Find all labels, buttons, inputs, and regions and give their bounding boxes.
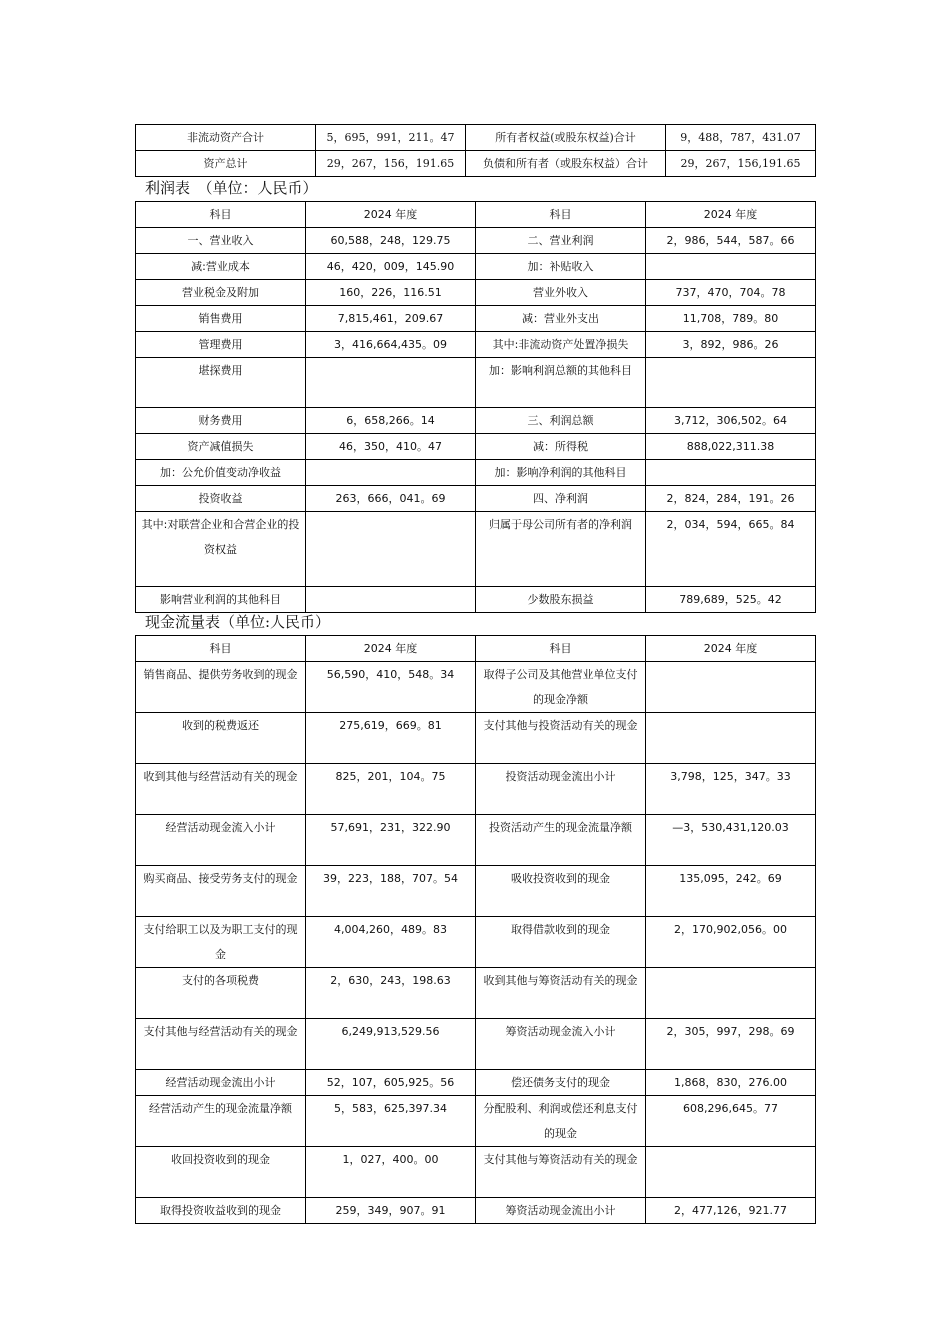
item-value — [306, 866, 476, 917]
cell-text: 5，583，625,397.34 — [334, 1102, 447, 1115]
item-value — [646, 1096, 816, 1147]
cell-text: 管理费用 — [198, 338, 243, 351]
table-row — [136, 815, 816, 866]
cell-text: 筹资活动现金流入小计 — [505, 1025, 616, 1038]
column-header — [136, 202, 306, 228]
cell-text: 科目 — [209, 642, 232, 655]
item-label — [136, 434, 306, 460]
cell-text: 52，107，605,925。56 — [326, 1076, 455, 1089]
cell-text: 135,095，242。69 — [679, 872, 782, 885]
item-value — [646, 1198, 816, 1224]
cell-text: 加：影响利润总额的其他科目 — [489, 364, 632, 377]
cashflow-statement-title: 现金流量表（单位:人民币） — [145, 613, 331, 631]
column-header — [476, 636, 646, 662]
item-label — [476, 1096, 646, 1147]
cell-text: 其中:对联营企业和合营企业的投资权益 — [141, 518, 300, 556]
column-header — [136, 636, 306, 662]
table-row — [136, 306, 816, 332]
item-value — [306, 358, 476, 408]
item-value — [306, 280, 476, 306]
item-label — [476, 1070, 646, 1096]
item-label — [136, 254, 306, 280]
table-row — [136, 1147, 816, 1198]
cell-text: 经营活动现金流入小计 — [165, 821, 276, 834]
cell-text: 支付其他与投资活动有关的现金 — [483, 719, 638, 732]
table-row — [136, 358, 816, 408]
item-label — [136, 408, 306, 434]
item-value — [306, 1198, 476, 1224]
item-label — [136, 1198, 306, 1224]
item-label — [476, 512, 646, 587]
cell-text: 加：影响净利润的其他科目 — [494, 466, 627, 479]
cell-text: 2024 年度 — [363, 642, 418, 655]
cell-text: 分配股利、利润或偿还利息支付的现金 — [483, 1102, 638, 1140]
cell-text: 其中:非流动资产处置净损失 — [492, 338, 629, 351]
cell-text: 减：所得税 — [533, 440, 588, 453]
cell-text: 2，170,902,056。00 — [674, 923, 787, 936]
cell-text: 四、净利润 — [533, 492, 588, 505]
cell-text: 投资收益 — [198, 492, 243, 505]
item-label — [136, 917, 306, 968]
cell-text: 投资活动现金流出小计 — [505, 770, 616, 783]
cell-text: 825，201，104。75 — [335, 770, 446, 783]
cell-text: 营业外收入 — [533, 286, 588, 299]
item-value — [646, 968, 816, 1019]
cell-text: 2，305，997，298。69 — [666, 1025, 795, 1038]
cell-text: 2，630，243，198.63 — [330, 974, 451, 987]
income-tbody — [136, 202, 816, 613]
item-label — [476, 662, 646, 713]
cell-text: 2，034，594，665。84 — [666, 518, 795, 531]
cell-text: 筹资活动现金流出小计 — [505, 1204, 616, 1217]
table-header-row — [136, 636, 816, 662]
column-header — [476, 202, 646, 228]
cell-text: 营业税金及附加 — [182, 286, 259, 299]
cell-text: 一、营业收入 — [187, 234, 254, 247]
item-label — [476, 332, 646, 358]
item-value — [646, 486, 816, 512]
item-label — [476, 764, 646, 815]
item-label — [476, 968, 646, 1019]
item-label — [476, 280, 646, 306]
table-row — [136, 1096, 816, 1147]
cell-text: 46，420，009，145.90 — [326, 260, 455, 273]
table-row — [136, 866, 816, 917]
cell-text: 支付的各项税费 — [182, 974, 259, 987]
cell-text: 影响营业利润的其他科目 — [160, 593, 281, 606]
item-label — [136, 713, 306, 764]
item-value — [646, 764, 816, 815]
item-label — [136, 486, 306, 512]
item-value — [646, 1070, 816, 1096]
item-label — [136, 460, 306, 486]
table-row — [136, 1198, 816, 1224]
table-row — [136, 917, 816, 968]
item-value — [646, 332, 816, 358]
item-value — [306, 968, 476, 1019]
item-value — [306, 713, 476, 764]
cell-text: 支付其他与经营活动有关的现金 — [143, 1025, 298, 1038]
cell-text: 减：营业外支出 — [522, 312, 599, 325]
balance-value: 29，267，156，191.65 — [316, 151, 466, 177]
table-row — [136, 151, 816, 177]
balance-sheet-tail — [135, 124, 815, 177]
balance-value: 5，695，991，211。47 — [316, 125, 466, 151]
cell-text: 3，416,664,435。09 — [334, 338, 447, 351]
cell-text: 科目 — [209, 208, 232, 221]
cell-text: 收回投资收到的现金 — [171, 1153, 270, 1166]
item-label — [136, 358, 306, 408]
column-header — [646, 202, 816, 228]
item-value — [646, 1019, 816, 1070]
item-value — [646, 917, 816, 968]
item-value — [306, 587, 476, 613]
cell-text: 46，350，410。47 — [339, 440, 442, 453]
item-value — [306, 486, 476, 512]
item-value — [306, 1096, 476, 1147]
item-label — [136, 228, 306, 254]
item-value — [646, 306, 816, 332]
cell-text: 加：公允价值变动净收益 — [160, 466, 281, 479]
cell-text: 2，986，544，587。66 — [666, 234, 795, 247]
item-value — [646, 866, 816, 917]
cell-text: 堪探费用 — [198, 364, 243, 377]
cell-text: 1，027，400。00 — [342, 1153, 439, 1166]
balance-tbody — [136, 125, 816, 177]
item-label — [136, 587, 306, 613]
item-value — [646, 1147, 816, 1198]
cell-text: 资产减值损失 — [187, 440, 254, 453]
item-value — [306, 917, 476, 968]
item-label — [476, 228, 646, 254]
balance-label: 资产总计 — [136, 151, 316, 177]
table-row — [136, 968, 816, 1019]
cell-text: 支付给职工以及为职工支付的现金 — [143, 923, 298, 961]
cell-text: 销售商品、提供劳务收到的现金 — [143, 668, 298, 681]
item-label — [476, 486, 646, 512]
cell-text: 39，223，188，707。54 — [323, 872, 458, 885]
item-value — [306, 332, 476, 358]
item-value — [306, 815, 476, 866]
item-label — [476, 587, 646, 613]
item-value — [306, 228, 476, 254]
item-value — [306, 1019, 476, 1070]
item-label — [476, 866, 646, 917]
cell-text: 取得投资收益收到的现金 — [160, 1204, 281, 1217]
cell-text: 三、利润总额 — [527, 414, 594, 427]
item-label — [136, 1147, 306, 1198]
cell-text: 支付其他与筹资活动有关的现金 — [483, 1153, 638, 1166]
item-label — [136, 764, 306, 815]
cell-text: 789,689，525。42 — [679, 593, 782, 606]
item-label — [136, 1019, 306, 1070]
item-label — [476, 1198, 646, 1224]
cell-text: —3，530,431,120.03 — [672, 821, 789, 834]
item-value — [306, 306, 476, 332]
cell-text: 263，666，041。69 — [335, 492, 446, 505]
cell-text: 吸收投资收到的现金 — [511, 872, 610, 885]
item-label — [136, 866, 306, 917]
cell-text: 经营活动产生的现金流量净额 — [149, 1102, 292, 1115]
cell-text: 加：补贴收入 — [527, 260, 594, 273]
item-value — [646, 587, 816, 613]
cell-text: 2024 年度 — [703, 208, 758, 221]
balance-value: 9，488，787，431.07 — [666, 125, 816, 151]
cell-text: 科目 — [549, 642, 572, 655]
cell-text: 科目 — [549, 208, 572, 221]
item-value — [646, 713, 816, 764]
cell-text: 2，824，284，191。26 — [666, 492, 795, 505]
item-label — [476, 434, 646, 460]
item-label — [136, 280, 306, 306]
table-row — [136, 713, 816, 764]
table-header-row — [136, 202, 816, 228]
item-label — [476, 306, 646, 332]
table-row — [136, 332, 816, 358]
item-value — [306, 254, 476, 280]
cell-text: 4,004,260，489。83 — [334, 923, 447, 936]
cell-text: 1,868，830，276.00 — [674, 1076, 787, 1089]
cell-text: 取得借款收到的现金 — [511, 923, 610, 936]
cell-text: 60,588，248，129.75 — [330, 234, 451, 247]
cell-text: 销售费用 — [198, 312, 243, 325]
item-label — [476, 1147, 646, 1198]
table-row — [136, 1070, 816, 1096]
item-label — [136, 332, 306, 358]
table-row — [136, 587, 816, 613]
cell-text: 160，226，116.51 — [339, 286, 442, 299]
balance-label: 负债和所有者（或股东权益）合计 — [466, 151, 666, 177]
cell-text: 737，470，704。78 — [675, 286, 786, 299]
cell-text: 2024 年度 — [363, 208, 418, 221]
item-value — [646, 512, 816, 587]
cell-text: 收到其他与经营活动有关的现金 — [143, 770, 298, 783]
item-value — [646, 815, 816, 866]
column-header — [306, 636, 476, 662]
item-value — [646, 280, 816, 306]
table-row — [136, 408, 816, 434]
column-header — [306, 202, 476, 228]
item-label — [476, 917, 646, 968]
table-row — [136, 254, 816, 280]
item-label — [136, 662, 306, 713]
cell-text: 57,691，231，322.90 — [330, 821, 451, 834]
cell-text: 6，658,266。14 — [346, 414, 435, 427]
cell-text: 608,296,645。77 — [683, 1102, 778, 1115]
cell-text: 2，477,126，921.77 — [674, 1204, 787, 1217]
item-label — [476, 713, 646, 764]
cell-text: 3,712，306,502。64 — [674, 414, 787, 427]
table-row — [136, 125, 816, 151]
income-statement — [135, 201, 815, 613]
cell-text: 3，892，986。26 — [682, 338, 779, 351]
cell-text: 财务费用 — [198, 414, 243, 427]
item-value — [306, 408, 476, 434]
item-label — [476, 815, 646, 866]
cell-text: 经营活动现金流出小计 — [165, 1076, 276, 1089]
cell-text: 259，349，907。91 — [335, 1204, 446, 1217]
cell-text: 偿还债务支付的现金 — [511, 1076, 610, 1089]
table-row — [136, 512, 816, 587]
item-value — [306, 460, 476, 486]
cell-text: 275,619，669。81 — [339, 719, 442, 732]
item-value — [646, 358, 816, 408]
cell-text: 减:营业成本 — [191, 260, 250, 273]
item-label — [476, 254, 646, 280]
cell-text: 购买商品、接受劳务支付的现金 — [143, 872, 298, 885]
cell-text: 少数股东损益 — [527, 593, 594, 606]
item-label — [136, 306, 306, 332]
item-value — [646, 254, 816, 280]
cell-text: 11,708，789。80 — [682, 312, 779, 325]
cell-text: 收到其他与筹资活动有关的现金 — [483, 974, 638, 987]
table-row — [136, 460, 816, 486]
cashflow-tbody — [136, 636, 816, 1224]
item-value — [306, 512, 476, 587]
item-value — [646, 228, 816, 254]
item-label — [136, 968, 306, 1019]
item-value — [306, 764, 476, 815]
table-row — [136, 486, 816, 512]
item-label — [476, 460, 646, 486]
cell-text: 888,022,311.38 — [686, 440, 775, 453]
item-value — [646, 434, 816, 460]
cell-text: 取得子公司及其他营业单位支付的现金净额 — [483, 668, 638, 706]
item-value — [306, 1147, 476, 1198]
cashflow-statement — [135, 635, 815, 1224]
cell-text: 6,249,913,529.56 — [341, 1025, 440, 1038]
cell-text: 收到的税费返还 — [182, 719, 259, 732]
item-value — [306, 1070, 476, 1096]
item-value — [646, 408, 816, 434]
cell-text: 7,815,461，209.67 — [337, 312, 444, 325]
item-label — [136, 1070, 306, 1096]
balance-label: 非流动资产合计 — [136, 125, 316, 151]
table-row — [136, 1019, 816, 1070]
item-label — [476, 1019, 646, 1070]
item-value — [646, 662, 816, 713]
table-row — [136, 434, 816, 460]
balance-value: 29，267，156,191.65 — [666, 151, 816, 177]
item-label — [476, 358, 646, 408]
item-label — [136, 1096, 306, 1147]
item-label — [476, 408, 646, 434]
table-row — [136, 764, 816, 815]
cell-text: 56,590，410，548。34 — [326, 668, 455, 681]
table-row — [136, 662, 816, 713]
cell-text: 投资活动产生的现金流量净额 — [489, 821, 632, 834]
item-value — [306, 662, 476, 713]
table-row — [136, 228, 816, 254]
balance-label: 所有者权益(或股东权益)合计 — [466, 125, 666, 151]
cell-text: 归属于母公司所有者的净利润 — [489, 518, 632, 531]
cell-text: 2024 年度 — [703, 642, 758, 655]
cell-text: 二、营业利润 — [527, 234, 594, 247]
item-value — [306, 434, 476, 460]
column-header — [646, 636, 816, 662]
cell-text: 3,798，125，347。33 — [670, 770, 791, 783]
item-value — [646, 460, 816, 486]
income-statement-title: 利润表 （单位：人民币） — [145, 179, 318, 197]
item-label — [136, 512, 306, 587]
table-row — [136, 280, 816, 306]
item-label — [136, 815, 306, 866]
